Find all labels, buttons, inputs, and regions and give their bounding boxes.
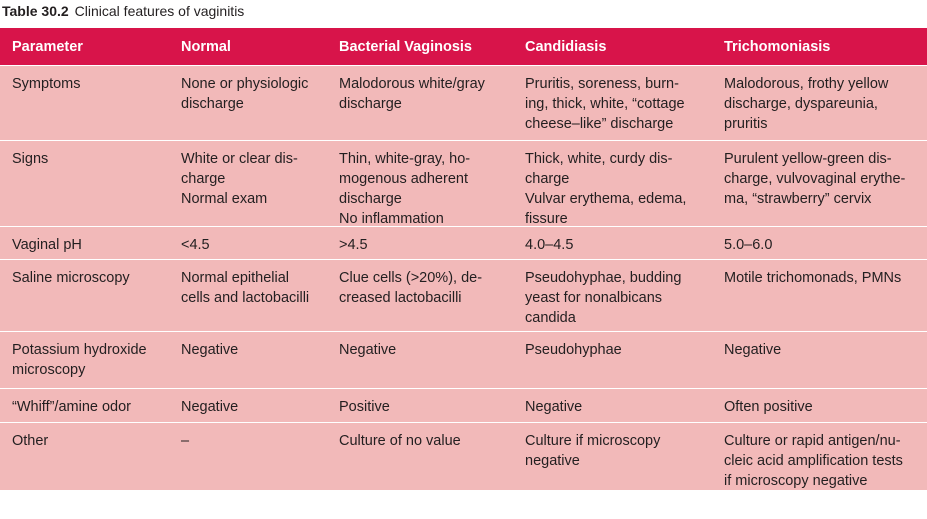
- table-caption: [0, 0, 927, 26]
- table-title: Clinical features of vaginitis: [74, 3, 245, 19]
- cell-text-line: candida: [525, 310, 576, 326]
- cell-text-line: cheese–like” discharge: [525, 116, 674, 132]
- cell-text-line: “Whiff”/amine odor: [12, 399, 131, 415]
- header-candidiasis: Candidiasis: [525, 38, 607, 55]
- cell-normal: [169, 66, 327, 140]
- cell-parameter: [0, 141, 169, 226]
- header-parameter: Parameter: [12, 38, 83, 55]
- cell-text-line: Culture if microscopy: [525, 433, 661, 449]
- cell-normal: [169, 423, 327, 490]
- header-trichomoniasis: Trichomoniasis: [724, 38, 831, 55]
- cell-text-line: Negative: [724, 342, 782, 358]
- cell-text-line: >4.5: [339, 237, 368, 253]
- cell-text-line: discharge: [339, 96, 402, 112]
- cell-text-line: Other: [12, 433, 49, 449]
- cell-bacterial-vaginosis: [327, 260, 513, 331]
- cell-text-line: creased lactobacilli: [339, 290, 462, 306]
- cell-text-line: Pseudohyphae, budding: [525, 270, 682, 286]
- cell-text-line: Purulent yellow-green dis-: [724, 151, 892, 167]
- row-vaginal-ph: [0, 227, 927, 260]
- table-body: [0, 66, 927, 491]
- cell-trichomoniasis: [712, 141, 927, 226]
- cell-text-line: negative: [525, 453, 580, 469]
- cell-text-line: Negative: [525, 399, 583, 415]
- cell-text-line: 5.0–6.0: [724, 237, 773, 253]
- cell-text-line: ing, thick, white, “cottage: [525, 96, 685, 112]
- cell-text-line: <4.5: [181, 237, 210, 253]
- cell-text-line: Culture of no value: [339, 433, 461, 449]
- cell-bacterial-vaginosis: [327, 66, 513, 140]
- cell-candidiasis: [513, 260, 712, 331]
- cell-text-line: Saline microscopy: [12, 270, 130, 286]
- row-whiff-test: [0, 389, 927, 423]
- row-signs: [0, 141, 927, 227]
- cell-candidiasis: [513, 66, 712, 140]
- cell-text-line: discharge, dyspareunia,: [724, 96, 878, 112]
- header-bacterial-vaginosis: Bacterial Vaginosis: [339, 38, 472, 55]
- header-normal: Normal: [181, 38, 231, 55]
- cell-text-line: Vaginal pH: [12, 237, 82, 253]
- cell-text-line: Pseudohyphae: [525, 342, 622, 358]
- cell-trichomoniasis: [712, 260, 927, 331]
- cell-parameter: [0, 423, 169, 490]
- cell-text-line: Positive: [339, 399, 390, 415]
- cell-text-line: None or physiologic: [181, 76, 309, 92]
- cell-bacterial-vaginosis: [327, 332, 513, 388]
- row-saline-microscopy: [0, 260, 927, 332]
- cell-candidiasis: [513, 227, 712, 259]
- cell-text-line: charge, vulvovaginal erythe-: [724, 171, 906, 187]
- cell-text-line: Often positive: [724, 399, 813, 415]
- cell-text-line: Negative: [181, 399, 239, 415]
- cell-normal: [169, 332, 327, 388]
- cell-text-line: Thick, white, curdy dis-: [525, 151, 673, 167]
- table-header-row: [0, 28, 927, 66]
- cell-text-line: if microscopy negative: [724, 473, 868, 489]
- cell-candidiasis: [513, 423, 712, 490]
- cell-trichomoniasis: [712, 66, 927, 140]
- cell-parameter: [0, 260, 169, 331]
- cell-text-line: Negative: [339, 342, 397, 358]
- cell-text-line: Culture or rapid antigen/nu-: [724, 433, 901, 449]
- cell-parameter: [0, 66, 169, 140]
- cell-text-line: charge: [525, 171, 570, 187]
- cell-trichomoniasis: [712, 332, 927, 388]
- cell-text-line: microscopy: [12, 362, 86, 378]
- cell-text-line: pruritis: [724, 116, 768, 132]
- cell-text-line: –: [181, 433, 190, 449]
- table-number: Table 30.2: [2, 3, 69, 19]
- cell-text-line: No inflammation: [339, 211, 444, 227]
- cell-trichomoniasis: [712, 389, 927, 422]
- cell-text-line: Malodorous, frothy yellow: [724, 76, 889, 92]
- cell-text-line: charge: [181, 171, 226, 187]
- cell-normal: [169, 141, 327, 226]
- cell-text-line: Signs: [12, 151, 49, 167]
- cell-text-line: Thin, white-gray, ho-: [339, 151, 471, 167]
- cell-text-line: 4.0–4.5: [525, 237, 574, 253]
- cell-normal: [169, 389, 327, 422]
- cell-text-line: yeast for nonalbicans: [525, 290, 663, 306]
- cell-text-line: discharge: [339, 191, 402, 207]
- cell-candidiasis: [513, 389, 712, 422]
- cell-text-line: discharge: [181, 96, 244, 112]
- cell-trichomoniasis: [712, 227, 927, 259]
- cell-text-line: fissure: [525, 211, 568, 227]
- cell-text-line: Motile trichomonads, PMNs: [724, 270, 902, 286]
- cell-normal: [169, 227, 327, 259]
- cell-text-line: Normal epithelial: [181, 270, 289, 286]
- cell-text-line: mogenous adherent: [339, 171, 468, 187]
- cell-bacterial-vaginosis: [327, 423, 513, 490]
- cell-candidiasis: [513, 141, 712, 226]
- cell-text-line: White or clear dis-: [181, 151, 298, 167]
- cell-text-line: Symptoms: [12, 76, 81, 92]
- row-other: [0, 423, 927, 491]
- cell-text-line: Potassium hydroxide: [12, 342, 147, 358]
- cell-parameter: [0, 227, 169, 259]
- cell-parameter: [0, 332, 169, 388]
- cell-text-line: Negative: [181, 342, 239, 358]
- cell-text-line: Clue cells (>20%), de-: [339, 270, 483, 286]
- cell-text-line: Malodorous white/gray: [339, 76, 485, 92]
- row-symptoms: [0, 66, 927, 141]
- cell-bacterial-vaginosis: [327, 141, 513, 226]
- cell-trichomoniasis: [712, 423, 927, 490]
- cell-bacterial-vaginosis: [327, 389, 513, 422]
- cell-text-line: Vulvar erythema, edema,: [525, 191, 687, 207]
- cell-text-line: Pruritis, soreness, burn-: [525, 76, 679, 92]
- cell-parameter: [0, 389, 169, 422]
- cell-text-line: cleic acid amplification tests: [724, 453, 903, 469]
- row-koh-microscopy: [0, 332, 927, 389]
- vaginitis-table: [0, 28, 927, 491]
- cell-text-line: Normal exam: [181, 191, 268, 207]
- cell-text-line: cells and lactobacilli: [181, 290, 310, 306]
- cell-text-line: ma, “strawberry” cervix: [724, 191, 872, 207]
- cell-bacterial-vaginosis: [327, 227, 513, 259]
- cell-normal: [169, 260, 327, 331]
- cell-candidiasis: [513, 332, 712, 388]
